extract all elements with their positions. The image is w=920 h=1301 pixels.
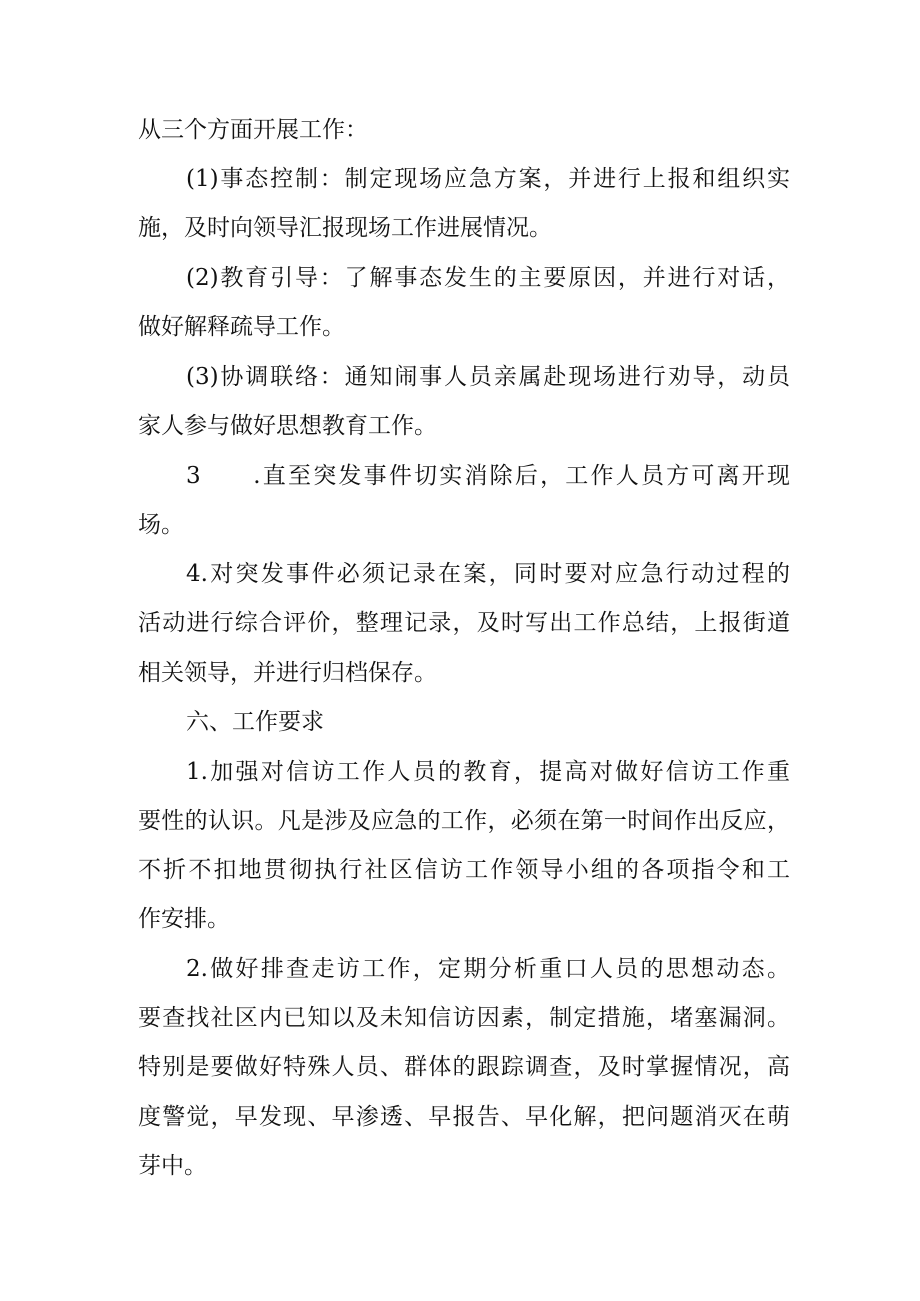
text-line: 场。 bbox=[138, 512, 184, 538]
text-line: 做好解释疏导工作。 bbox=[138, 314, 345, 340]
list-item-event-control: (1)事态控制：制定现场应急方案，并进行上报和组织实 bbox=[186, 166, 790, 192]
list-item-3: 3 .直至突发事件切实消除后，工作人员方可离开现 bbox=[186, 463, 790, 489]
text-line: 活动进行综合评价，整理记录，及时写出工作总结，上报街道 bbox=[138, 610, 790, 636]
text-line: 从三个方面开展工作： bbox=[138, 117, 368, 143]
list-item-coordination-liaison: (3)协调联络：通知闹事人员亲属赴现场进行劝导，动员 bbox=[186, 364, 790, 390]
text-line: 要查找社区内已知以及未知信访因素，制定措施，堵塞漏洞。 bbox=[138, 1005, 790, 1031]
text-line: 度警觉，早发现、早渗透、早报告、早化解，把问题消灭在萌 bbox=[138, 1104, 790, 1130]
text-line: 要性的认识。凡是涉及应急的工作，必须在第一时间作出反应， bbox=[138, 808, 790, 834]
text-line: 家人参与做好思想教育工作。 bbox=[138, 413, 437, 439]
text-line: 施，及时向领导汇报现场工作进展情况。 bbox=[138, 215, 552, 241]
text-line: 不折不扣地贯彻执行社区信访工作领导小组的各项指令和工 bbox=[138, 857, 790, 883]
section-heading: 六、工作要求 bbox=[186, 709, 324, 735]
list-item-1: 1.加强对信访工作人员的教育，提高对做好信访工作重 bbox=[186, 759, 790, 785]
list-item-2: 2.做好排查走访工作，定期分析重口人员的思想动态。 bbox=[186, 956, 790, 982]
list-item-4: 4.对突发事件必须记录在案，同时要对应急行动过程的 bbox=[186, 561, 790, 587]
text-line: 芽中。 bbox=[138, 1153, 207, 1179]
list-item-education-guidance: (2)教育引导：了解事态发生的主要原因，并进行对话， bbox=[186, 265, 790, 291]
text-line: 相关领导，并进行归档保存。 bbox=[138, 660, 437, 686]
text-line: 作安排。 bbox=[138, 906, 230, 932]
text-line: 特别是要做好特殊人员、群体的跟踪调查，及时掌握情况，高 bbox=[138, 1054, 790, 1080]
